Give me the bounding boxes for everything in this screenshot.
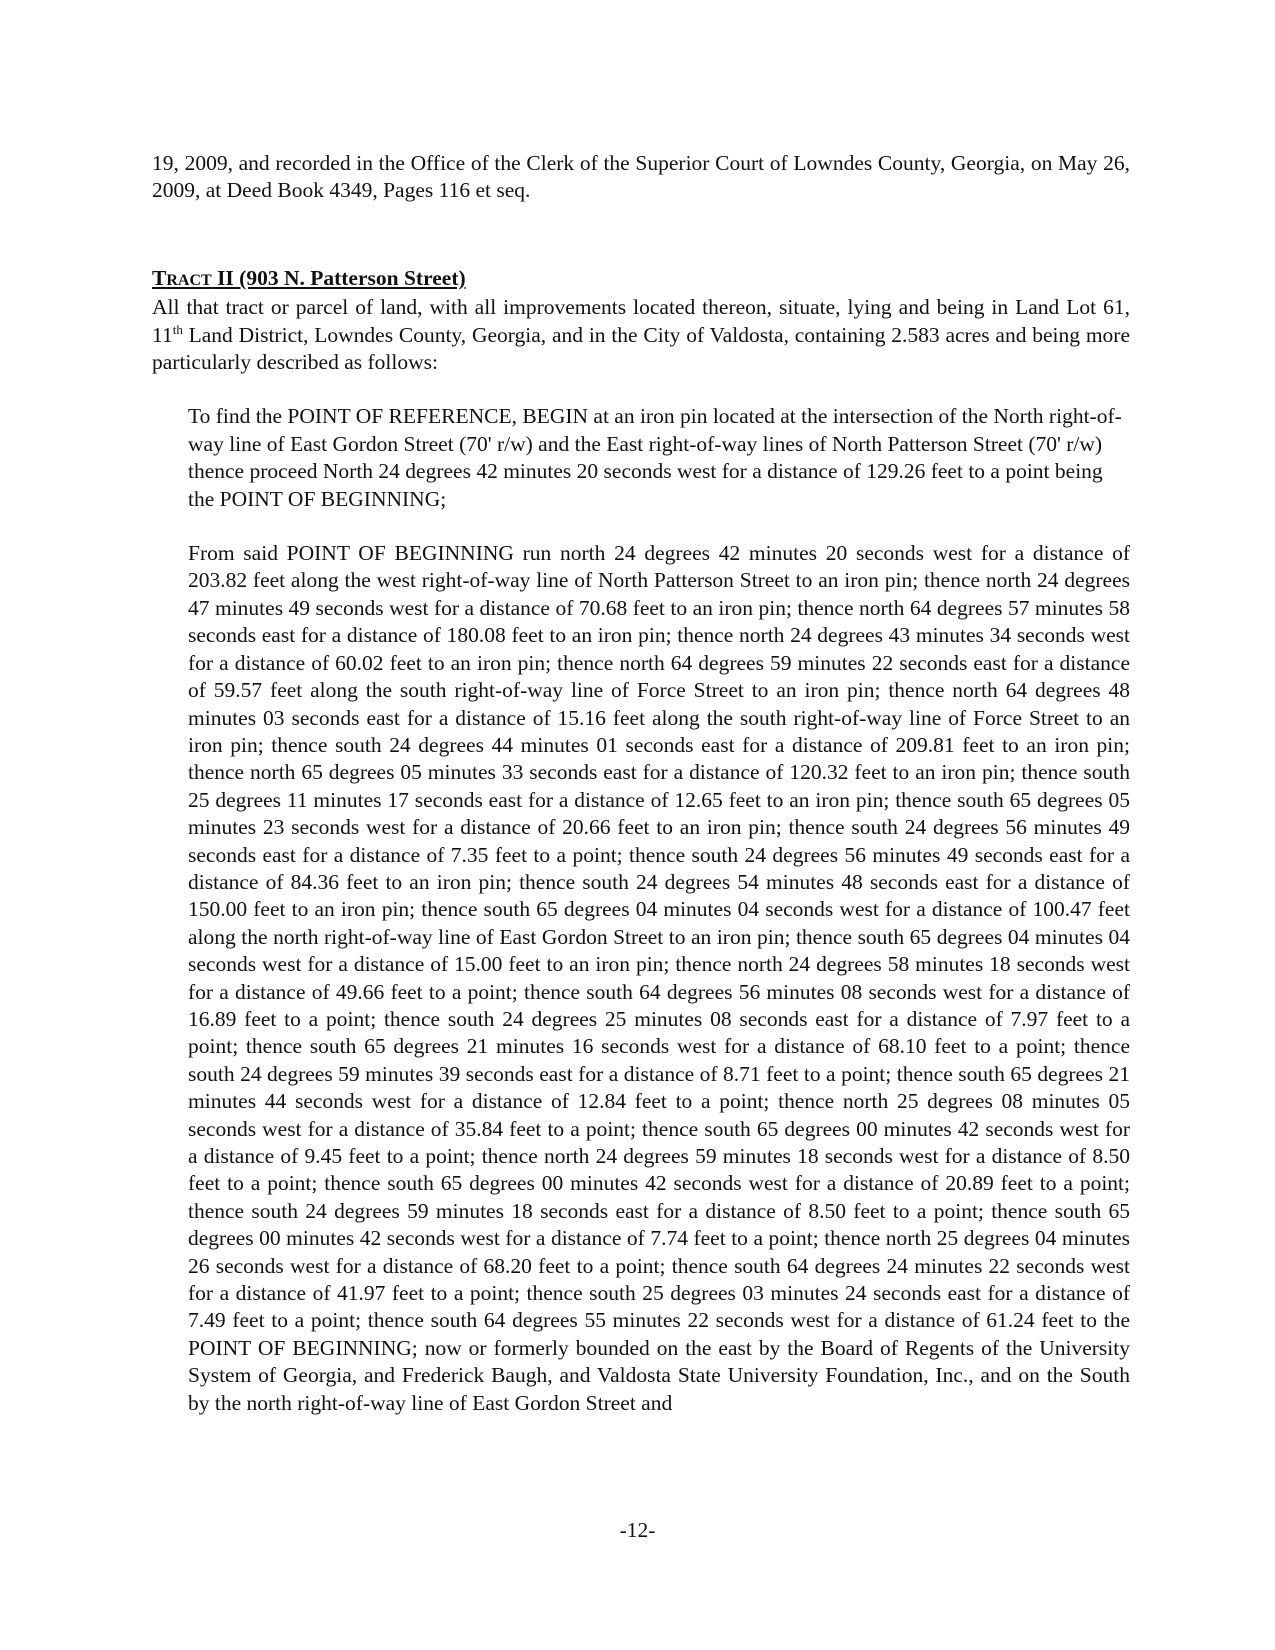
legal-description-paragraph: From said POINT OF BEGINNING run north 24 degrees 42 minutes 20 seconds west for a distance of 203.82 feet along the west right-of-way line of North Patterson Street to an iron pin; thence north 24 degrees 47 minutes 49 seconds west for a distance of 70.68 feet to an iron pin; thence north 64 degrees 57 minutes 58 seconds east for a distance of 180.08 feet to an iron pin; thence north 24 degrees 43 minutes 34 seconds west for a distance of 60.02 feet to an iron pin; thence north 64 degrees 59 minutes 22 seconds east for a distance of 59.57 feet along the south right-of-way line of Force Street to an iron pin; thence north 64 degrees 48 minutes 03 seconds east for a distance of 15.16 feet along the south right-of-way line of Force Street to an iron pin; thence south 24 degrees 44 minutes 01 seconds east for a distance of 209.81 feet to an iron pin; thence north 65 degrees 05 minutes 33 seconds east for a distance of 120.32 feet to an iron pin; thence south 25 degrees 11 minutes 17 seconds east for a distance of 12.65 feet to an iron pin; thence south 65 degrees 05 minutes 23 seconds west for a distance of 20.66 feet to an iron pin; thence south 24 degrees 56 minutes 49 seconds east for a distance of 7.35 feet to a point; thence south 24 degrees 56 minutes 49 seconds east for a distance of 84.36 feet to an iron pin; thence south 24 degrees 54 minutes 48 seconds east for a distance of 150.00 feet to an iron pin; thence south 65 degrees 04 minutes 04 seconds west for a distance of 100.47 feet along the north right-of-way line of East Gordon Street to an iron pin; thence south 65 degrees 04 minutes 04 seconds west for a distance of 15.00 feet to an iron pin; thence north 24 degrees 58 minutes 18 seconds west for a distance of 49.66 feet to a point; thence south 64 degrees 56 minutes 08 seconds west for a distance of 16.89 feet to a point; thence south 24 degrees 25 minutes 08 seconds east for a distance of 7.97 feet to a point; thence south 65 degrees 21 minutes 16 seconds west for a distance of 68.10 feet to a point; thence south 24 degrees 59 minutes 39 seconds east for a distance of 8.71 feet to a point; thence south 65 degrees 21 minutes 44 seconds west for a distance of 12.84 feet to a point; thence north 25 degrees 08 minutes 05 seconds west for a distance of 35.84 feet to a point; thence south 65 degrees 00 minutes 42 seconds west for a distance of 9.45 feet to a point; thence north 24 degrees 59 minutes 18 seconds west for a distance of 8.50 feet to a point; thence south 65 degrees 00 minutes 42 seconds west for a distance of 20.89 feet to a point; thence south 24 degrees 59 minutes 18 seconds east for a distance of 8.50 feet to a point; thence south 65 degrees 00 minutes 42 seconds west for a distance of 7.74 feet to a point; thence north 25 degrees 04 minutes 26 seconds west for a distance of 68.20 feet to a point; thence south 64 degrees 24 minutes 22 seconds west for a distance of 41.97 feet to a point; thence south 25 degrees 03 minutes 24 seconds east for a distance of 7.49 feet to a point; thence south 64 degrees 55 minutes 22 seconds west for a distance of 61.24 feet to the POINT OF BEGINNING; now or formerly bounded on the east by the Board of Regents of the University System of Georgia, and Frederick Baugh, and Valdosta State University Foundation, Inc., and on the South by the north right-of-way line of East Gordon Street and [188,541,1130,1415]
tract-heading-title: II (903 N. Patterson Street) [211,265,466,290]
tract-intro-paragraph [152,294,1130,376]
tract-heading-initial: T [152,265,167,290]
continuation-paragraph: 19, 2009, and recorded in the Office of the Clerk of the Superior Court of Lowndes County, Georgia, on May 26, 2009, at Deed Book 4349, Pages 116 et seq. [152,151,1130,203]
tract-intro-text: All that tract or parcel of land, with all improvements located thereon, situate, lying and being in Land Lot 61, 11 [152,295,1130,347]
tract-intro-text-continued: Land District, Lowndes County, Georgia, and in the City of Valdosta, containing 2.583 acres and being more particularly described as follows: [152,322,1130,375]
tract-heading-smallcaps: RACT [166,271,212,289]
ordinal-superscript: th [172,321,183,337]
page-body [152,150,1130,1417]
point-of-reference-paragraph: To find the POINT OF REFERENCE, BEGIN at an iron pin located at the intersection of the North right-of-way line of East Gordon Street (70' r/w) and the East right-of-way lines of North Patterson Street (70' r/w) thence proceed North 24 degrees 42 minutes 20 seconds west for a distance of 129.26 feet to a point being the POINT OF BEGINNING; [188,404,1122,511]
tract-heading [152,265,1130,294]
page-number: -12- [619,1518,656,1542]
